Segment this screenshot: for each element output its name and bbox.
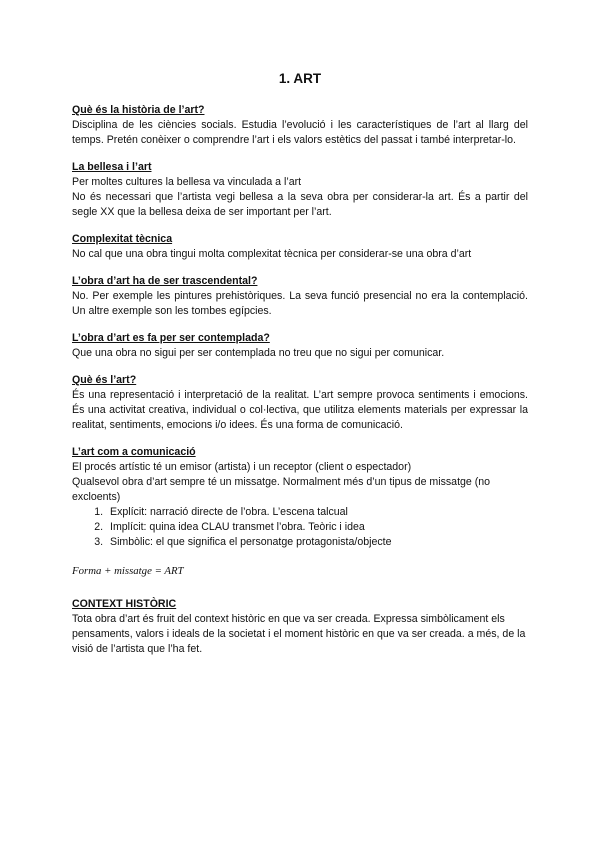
section-text: No és necessari que l’artista vegi bellesa a la seva obra per considerar-la art. És a partir del segle XX que la bellesa deixa de ser important per l’art. (72, 191, 528, 218)
section-text: Per moltes cultures la bellesa va vinculada a l’art (72, 176, 302, 188)
document-page (72, 66, 528, 669)
section-heading: La bellesa i l’art (72, 161, 152, 173)
document-title: 1. ART (278, 71, 322, 86)
section-heading: CONTEXT HISTÒRIC (72, 598, 177, 610)
section-text: Disciplina de les ciències socials. Estudia l’evolució i les característiques de l’art al llarg del temps. Pretén conèixer o comprendre l’art i els valors estètics del passat i també interpretar-lo. (72, 119, 528, 146)
section-text: Qualsevol obra d’art sempre té un missatge. Normalment més d’un tipus de missatge (no excloents) (72, 476, 491, 503)
section-heading: L’obra d’art ha de ser trascendental? (72, 275, 258, 287)
section-heading: L’art com a comunicació (72, 446, 196, 458)
list-item: 1. Explícit: narració directe de l’obra. L’escena talcual (106, 505, 528, 520)
section-technical-complexity (72, 232, 528, 262)
section-heading: L’obra d’art es fa per ser contemplada? (72, 332, 270, 344)
list-item: 2. Implícit: quina idea CLAU transmet l’obra. Teòric i idea (106, 520, 528, 535)
section-history-of-art (72, 103, 528, 148)
section-beauty-and-art (72, 160, 528, 220)
section-transcendental (72, 274, 528, 319)
section-text: És una representació i interpretació de la realitat. L’art sempre provoca sentiments i emocions. És una activitat creativa, individual o col·lectiva, que utilitza elements materials per expressar la realitat, sentiments, emocions i/o idees. És una forma de comunicació. (72, 389, 528, 431)
section-text: Que una obra no sigui per ser contemplada no treu que no sigui per comunicar. (72, 347, 445, 359)
section-text: Tota obra d’art és fruit del context històric en que va ser creada. Expressa simbòlicament els pensaments, valors i ideals de la societat i el moment històric en que va ser creada. a més, de la visió de l’artista que l’ha fet. (72, 613, 526, 655)
section-art-as-communication (72, 445, 528, 579)
section-historical-context (72, 597, 528, 657)
section-text: El procés artístic té un emisor (artista) i un receptor (client o espectador) (72, 461, 412, 473)
section-contemplated (72, 331, 528, 361)
section-heading: Què és la història de l’art? (72, 104, 205, 116)
section-heading: Què és l’art? (72, 374, 137, 386)
formula: Forma + missatge = ART (72, 565, 184, 577)
section-heading: Complexitat tècnica (72, 233, 173, 245)
message-types-list (72, 505, 528, 550)
list-item: 3. Simbòlic: el que significa el personatge protagonista/objecte (106, 535, 528, 550)
section-what-is-art (72, 373, 528, 433)
section-text: No cal que una obra tingui molta complexitat tècnica per considerar-se una obra d’art (72, 248, 472, 260)
section-text: No. Per exemple les pintures prehistòriques. La seva funció presencial no era la contemplació. Un altre exemple son les tombes egípcies. (72, 290, 528, 317)
